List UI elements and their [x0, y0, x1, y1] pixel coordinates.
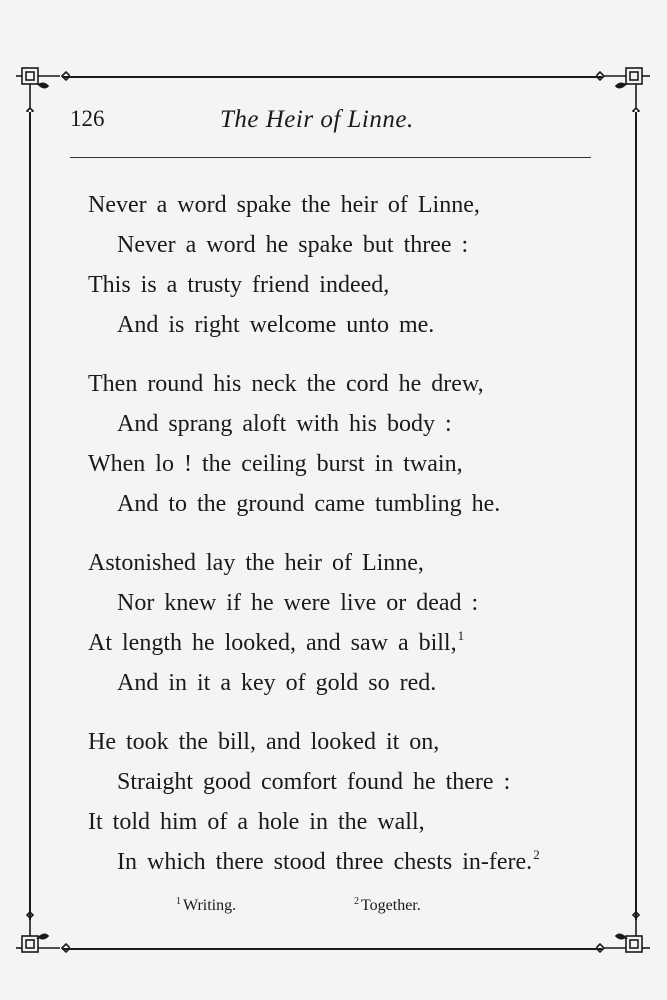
corner-ornament-bottom-right-icon: [596, 910, 652, 958]
corner-ornament-top-left-icon: [14, 64, 70, 112]
poem-line: Never a word he spake but three :: [117, 232, 469, 258]
poem-line: Astonished lay the heir of Linne,: [88, 550, 424, 576]
running-head: [70, 104, 590, 140]
running-title: The Heir of Linne.: [220, 106, 414, 133]
border-bottom: [62, 948, 602, 950]
stanza: [88, 719, 588, 879]
border-right: [635, 112, 637, 920]
stanza: [88, 182, 588, 342]
poem-line: Never a word spake the heir of Linne,: [88, 192, 480, 218]
poem-line: At length he looked, and saw a bill,$^1$: [88, 628, 465, 656]
footnote-2: $^2$ Together.: [354, 896, 421, 914]
border-left: [29, 112, 31, 920]
stanza: [88, 361, 588, 521]
poem-line: And is right welcome unto me.: [117, 312, 435, 338]
poem-line: In which there stood three chests in-fere.$^2$: [117, 847, 540, 875]
poem-line: Straight good comfort found he there :: [117, 769, 511, 795]
corner-ornament-top-right-icon: [596, 64, 652, 112]
poem: [88, 182, 588, 898]
footnote-marker: 2: [533, 847, 540, 862]
footnotes: [176, 896, 476, 920]
poem-line: When lo ! the ceiling burst in twain,: [88, 451, 463, 477]
footnote-1: $^1$ Writing.: [176, 896, 237, 914]
stanza: [88, 540, 588, 700]
corner-ornament-bottom-left-icon: [14, 910, 70, 958]
poem-line: And to the ground came tumbling he.: [117, 491, 501, 517]
poem-line: Nor knew if he were live or dead :: [117, 590, 479, 616]
border-top: [62, 76, 602, 78]
poem-line: This is a trusty friend indeed,: [88, 272, 390, 298]
poem-line: And in it a key of gold so red.: [117, 670, 437, 696]
page-number: 126: [70, 106, 105, 131]
poem-line: He took the bill, and looked it on,: [88, 729, 440, 755]
footnote-marker: 1: [457, 628, 465, 643]
poem-line: Then round his neck the cord he drew,: [88, 371, 484, 397]
header-rule: [70, 157, 591, 158]
poem-line: It told him of a hole in the wall,: [88, 809, 425, 835]
poem-line: And sprang aloft with his body :: [117, 411, 452, 437]
